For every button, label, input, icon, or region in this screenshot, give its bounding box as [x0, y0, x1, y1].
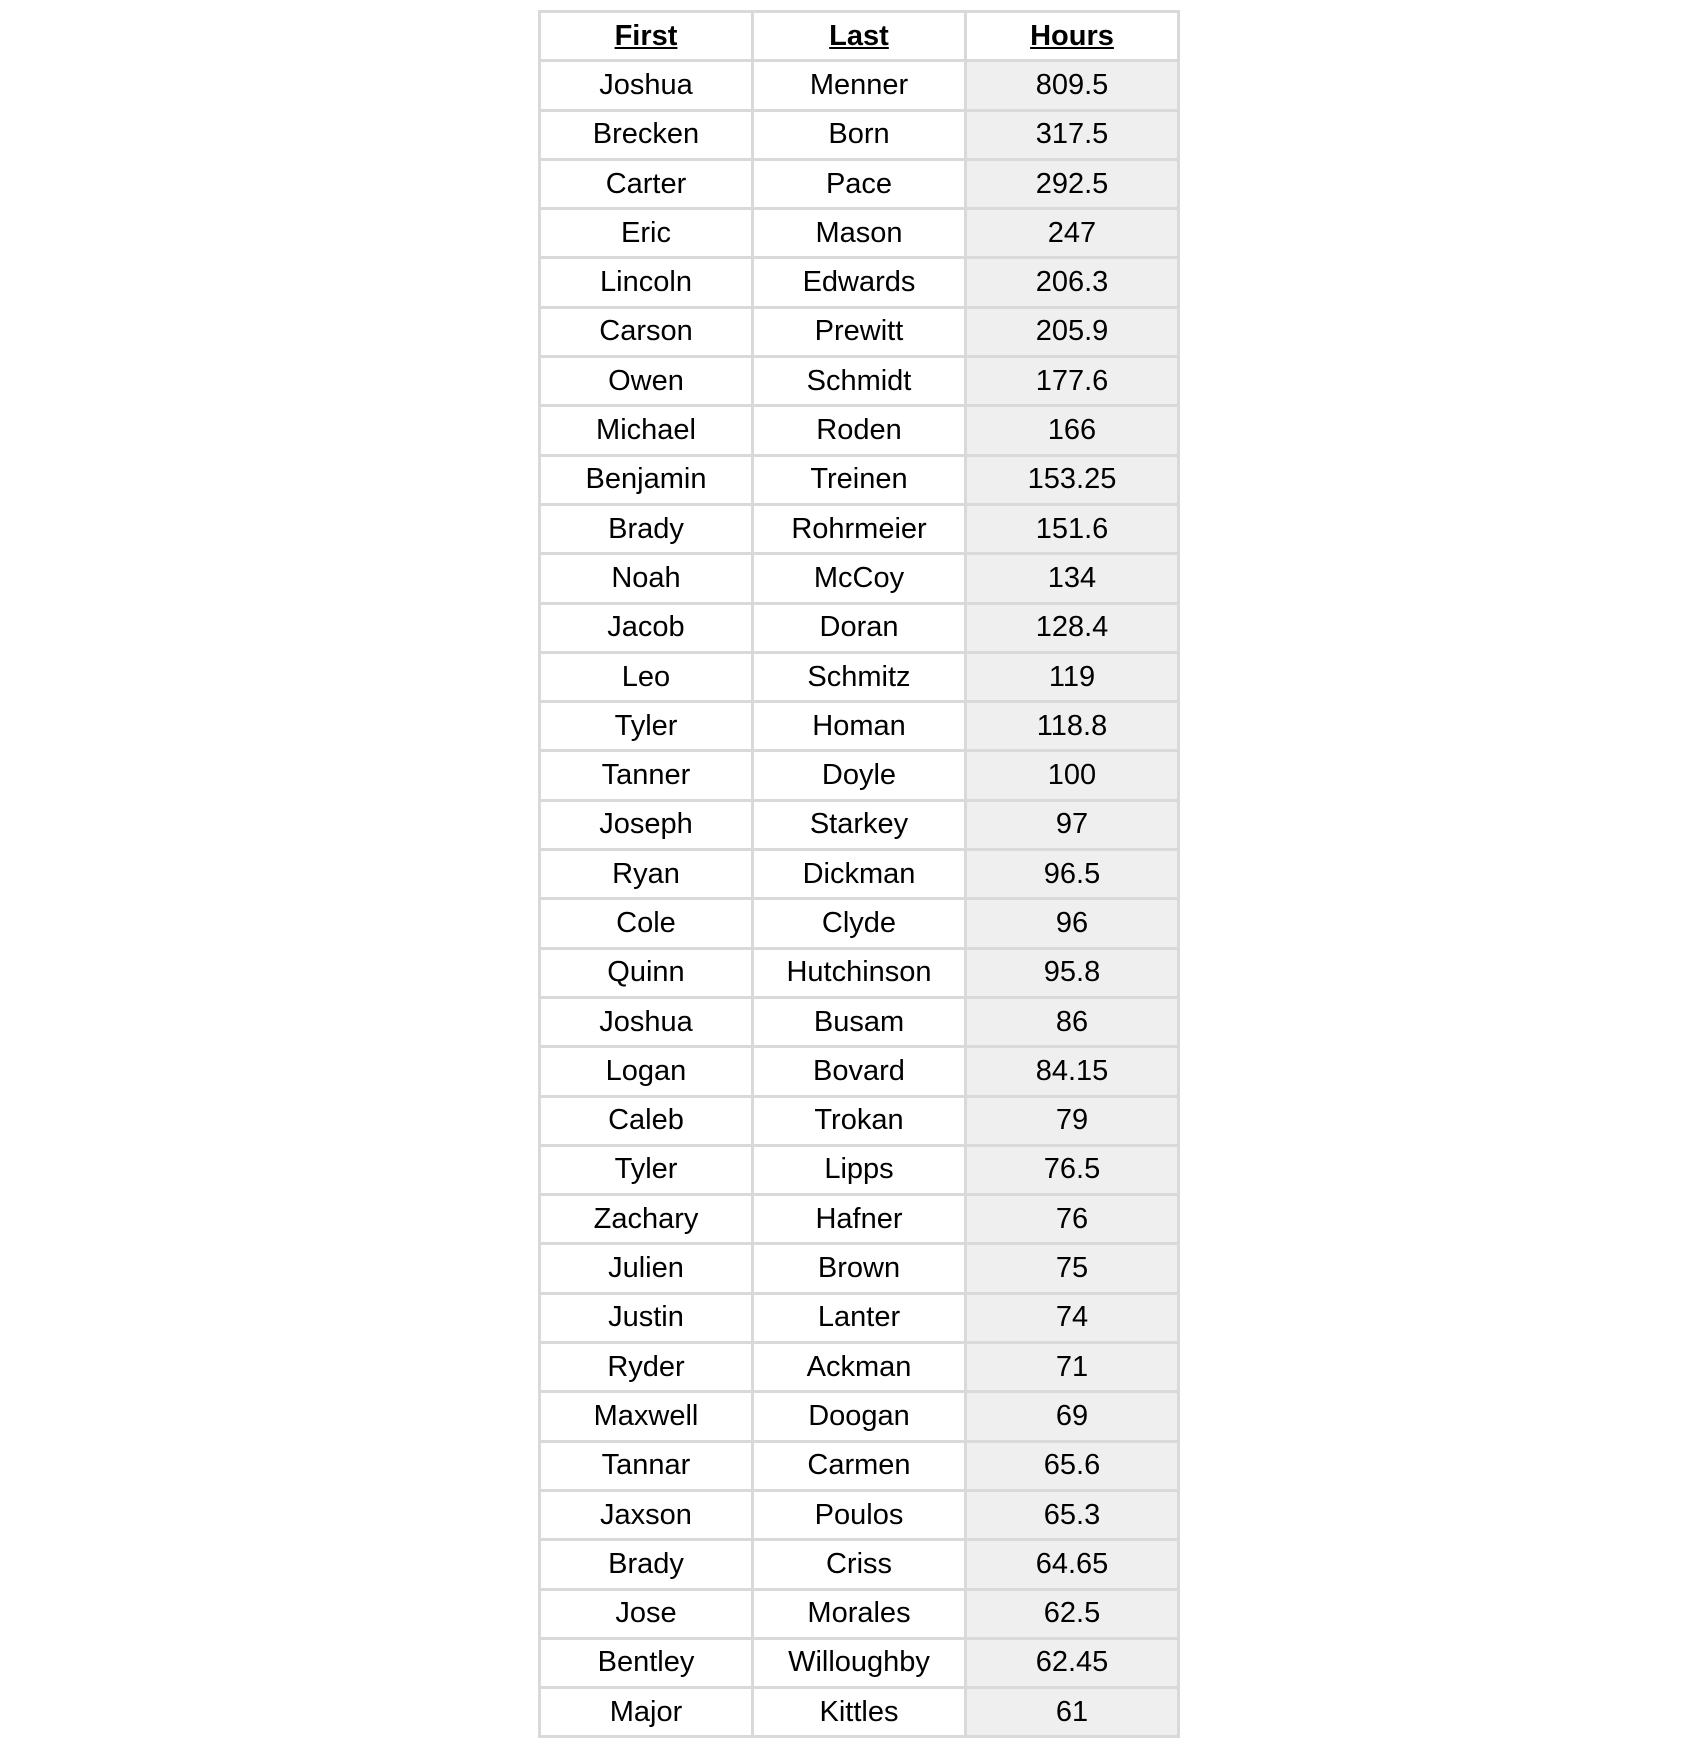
header-hours: Hours	[966, 12, 1179, 61]
table-body	[540, 61, 1179, 1737]
cell-hours: 86	[966, 997, 1179, 1046]
cell-last-name: Born	[753, 110, 966, 159]
table-row	[540, 1096, 1179, 1145]
cell-last-name: Lipps	[753, 1145, 966, 1194]
cell-last-name: Edwards	[753, 258, 966, 307]
cell-hours: 247	[966, 209, 1179, 258]
cell-hours: 206.3	[966, 258, 1179, 307]
cell-hours: 79	[966, 1096, 1179, 1145]
cell-last-name: Poulos	[753, 1490, 966, 1539]
header-last: Last	[753, 12, 966, 61]
table-row	[540, 554, 1179, 603]
cell-hours: 75	[966, 1244, 1179, 1293]
cell-first-name: Noah	[540, 554, 753, 603]
cell-first-name: Ryan	[540, 850, 753, 899]
cell-last-name: Trokan	[753, 1096, 966, 1145]
table-row	[540, 1441, 1179, 1490]
cell-hours: 64.65	[966, 1540, 1179, 1589]
cell-hours: 128.4	[966, 603, 1179, 652]
cell-first-name: Benjamin	[540, 455, 753, 504]
table-row	[540, 209, 1179, 258]
cell-hours: 809.5	[966, 61, 1179, 110]
hours-table	[538, 10, 1180, 1738]
cell-last-name: Willoughby	[753, 1638, 966, 1687]
cell-hours: 96.5	[966, 850, 1179, 899]
cell-last-name: Doogan	[753, 1392, 966, 1441]
cell-last-name: Lanter	[753, 1293, 966, 1342]
table-row	[540, 948, 1179, 997]
cell-last-name: Pace	[753, 159, 966, 208]
table-row	[540, 800, 1179, 849]
cell-hours: 71	[966, 1343, 1179, 1392]
cell-first-name: Major	[540, 1688, 753, 1737]
table-row	[540, 1688, 1179, 1737]
cell-last-name: Brown	[753, 1244, 966, 1293]
cell-first-name: Cole	[540, 899, 753, 948]
cell-last-name: Dickman	[753, 850, 966, 899]
cell-first-name: Michael	[540, 406, 753, 455]
cell-first-name: Leo	[540, 652, 753, 701]
cell-last-name: Doran	[753, 603, 966, 652]
table-row	[540, 1195, 1179, 1244]
cell-first-name: Tannar	[540, 1441, 753, 1490]
cell-hours: 84.15	[966, 1047, 1179, 1096]
cell-hours: 153.25	[966, 455, 1179, 504]
table-row	[540, 258, 1179, 307]
table-row	[540, 406, 1179, 455]
table-row	[540, 1343, 1179, 1392]
cell-hours: 177.6	[966, 357, 1179, 406]
cell-first-name: Tyler	[540, 702, 753, 751]
cell-first-name: Jacob	[540, 603, 753, 652]
cell-hours: 317.5	[966, 110, 1179, 159]
cell-hours: 61	[966, 1688, 1179, 1737]
cell-last-name: Menner	[753, 61, 966, 110]
cell-hours: 69	[966, 1392, 1179, 1441]
cell-first-name: Julien	[540, 1244, 753, 1293]
table-row	[540, 159, 1179, 208]
cell-last-name: Carmen	[753, 1441, 966, 1490]
cell-last-name: Busam	[753, 997, 966, 1046]
cell-hours: 96	[966, 899, 1179, 948]
cell-first-name: Joshua	[540, 61, 753, 110]
cell-last-name: Prewitt	[753, 307, 966, 356]
cell-hours: 62.5	[966, 1589, 1179, 1638]
table-row	[540, 1589, 1179, 1638]
cell-last-name: Kittles	[753, 1688, 966, 1737]
cell-last-name: Mason	[753, 209, 966, 258]
cell-last-name: Morales	[753, 1589, 966, 1638]
cell-hours: 97	[966, 800, 1179, 849]
cell-hours: 76.5	[966, 1145, 1179, 1194]
cell-last-name: Criss	[753, 1540, 966, 1589]
cell-first-name: Brecken	[540, 110, 753, 159]
cell-first-name: Ryder	[540, 1343, 753, 1392]
cell-first-name: Joshua	[540, 997, 753, 1046]
cell-last-name: Clyde	[753, 899, 966, 948]
cell-last-name: Doyle	[753, 751, 966, 800]
cell-last-name: McCoy	[753, 554, 966, 603]
table-row	[540, 61, 1179, 110]
cell-hours: 95.8	[966, 948, 1179, 997]
cell-first-name: Carter	[540, 159, 753, 208]
cell-last-name: Ackman	[753, 1343, 966, 1392]
table-row	[540, 1293, 1179, 1342]
cell-hours: 205.9	[966, 307, 1179, 356]
cell-first-name: Jose	[540, 1589, 753, 1638]
table-row	[540, 1540, 1179, 1589]
table-row	[540, 850, 1179, 899]
table-row	[540, 1638, 1179, 1687]
table-row	[540, 702, 1179, 751]
cell-first-name: Logan	[540, 1047, 753, 1096]
cell-last-name: Rohrmeier	[753, 504, 966, 553]
table-row	[540, 652, 1179, 701]
cell-last-name: Starkey	[753, 800, 966, 849]
cell-last-name: Schmitz	[753, 652, 966, 701]
cell-last-name: Roden	[753, 406, 966, 455]
cell-first-name: Lincoln	[540, 258, 753, 307]
table-row	[540, 997, 1179, 1046]
cell-hours: 65.3	[966, 1490, 1179, 1539]
cell-hours: 119	[966, 652, 1179, 701]
cell-first-name: Maxwell	[540, 1392, 753, 1441]
cell-hours: 118.8	[966, 702, 1179, 751]
cell-first-name: Brady	[540, 1540, 753, 1589]
cell-hours: 151.6	[966, 504, 1179, 553]
cell-first-name: Bentley	[540, 1638, 753, 1687]
table-row	[540, 110, 1179, 159]
table-row	[540, 603, 1179, 652]
cell-first-name: Caleb	[540, 1096, 753, 1145]
cell-last-name: Hutchinson	[753, 948, 966, 997]
cell-first-name: Carson	[540, 307, 753, 356]
cell-hours: 62.45	[966, 1638, 1179, 1687]
cell-first-name: Zachary	[540, 1195, 753, 1244]
cell-first-name: Jaxson	[540, 1490, 753, 1539]
table-row	[540, 1490, 1179, 1539]
table-row	[540, 1392, 1179, 1441]
header-row	[540, 12, 1179, 61]
cell-hours: 292.5	[966, 159, 1179, 208]
cell-last-name: Bovard	[753, 1047, 966, 1096]
cell-first-name: Justin	[540, 1293, 753, 1342]
table-row	[540, 899, 1179, 948]
cell-hours: 100	[966, 751, 1179, 800]
table-row	[540, 357, 1179, 406]
table-row	[540, 1047, 1179, 1096]
cell-hours: 166	[966, 406, 1179, 455]
table-row	[540, 1244, 1179, 1293]
cell-hours: 74	[966, 1293, 1179, 1342]
cell-last-name: Homan	[753, 702, 966, 751]
cell-hours: 134	[966, 554, 1179, 603]
cell-hours: 76	[966, 1195, 1179, 1244]
table-row	[540, 1145, 1179, 1194]
cell-last-name: Hafner	[753, 1195, 966, 1244]
table-row	[540, 504, 1179, 553]
table-row	[540, 751, 1179, 800]
cell-first-name: Quinn	[540, 948, 753, 997]
cell-first-name: Tanner	[540, 751, 753, 800]
cell-last-name: Schmidt	[753, 357, 966, 406]
cell-first-name: Eric	[540, 209, 753, 258]
table-row	[540, 307, 1179, 356]
cell-first-name: Owen	[540, 357, 753, 406]
cell-first-name: Joseph	[540, 800, 753, 849]
header-first: First	[540, 12, 753, 61]
cell-hours: 65.6	[966, 1441, 1179, 1490]
cell-last-name: Treinen	[753, 455, 966, 504]
cell-first-name: Tyler	[540, 1145, 753, 1194]
cell-first-name: Brady	[540, 504, 753, 553]
table-row	[540, 455, 1179, 504]
